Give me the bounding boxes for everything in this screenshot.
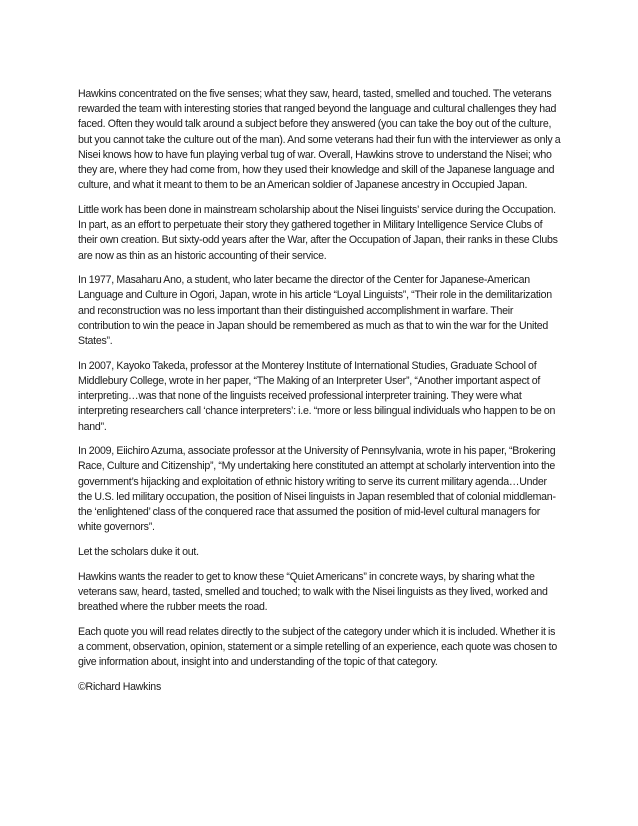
paragraph-mainstream-scholarship: Little work has been done in mainstream scholarship about the Nisei linguists’ service during the Occupation. In part, as an effort to perpetuate their story they gathered together in Military Intelligence Service Clubs of their own creation. But sixty-odd years after the War, after the Occupation of Japan, their ranks in these Clubs are now as thin as an historic accounting of their service.: [78, 203, 558, 262]
paragraph-azuma-2009: In 2009, Eiichiro Azuma, associate professor at the University of Pennsylvania, wrote in his paper, “Brokering Race, Culture and Citizenship”, “My undertaking here constituted an attempt at scholarly intervention into the government’s hijacking and exploitation of ethnic history writing to serve its current military agenda…Under the U.S. led military occupation, the position of Nisei linguists in Japan resembled that of colonial middleman- the ‘enlightened’ class of the conquered race that assumed the position of mid-level cultural managers for white governors”.: [78, 445, 556, 534]
paragraph-scholars-duke: Let the scholars duke it out.: [78, 545, 199, 558]
paragraph-each-quote: Each quote you will read relates directly to the subject of the category under which it is included. Whether it is a comment, observation, opinion, statement or a simple retelling of an experience, each quote was chosen to give information about, insight into and understanding of the topic of that category.: [78, 625, 558, 669]
document-body: [78, 87, 562, 705]
paragraph-quiet-americans: Hawkins wants the reader to get to know these “Quiet Americans” in concrete ways, by sharing what the veterans saw, heard, tasted, smelled and touched; to walk with the Nisei linguists as they lived, worked and breathed where the rubber meets the road.: [78, 570, 548, 614]
paragraph-takeda-2007: In 2007, Kayoko Takeda, professor at the Monterey Institute of International Studies, Graduate School of Middlebury College, wrote in her paper, “The Making of an Interpreter User”, “Another important aspect of interpreting…was that none of the linguists received professional interpreter training. They were what interpreting researchers call ‘chance interpreters’: i.e. “more or less bilingual individuals who happen to be on hand”.: [78, 359, 556, 433]
copyright-line: ©Richard Hawkins: [78, 680, 161, 693]
paragraph-ano-1977: In 1977, Masaharu Ano, a student, who later became the director of the Center for Japanese-American Language and Culture in Ogori, Japan, wrote in his article “Loyal Linguists”, “Their role in the demilitarization and reconstruction was no less important than their distinguished accomplishment in warfare. Their contribution to win the peace in Japan should be remembered as much as that to win the war for the United States”.: [78, 274, 552, 348]
paragraph-five-senses: Hawkins concentrated on the five senses; what they saw, heard, tasted, smelled and touched. The veterans rewarded the team with interesting stories that ranged beyond the language and cultural challenges they had faced. Often they would talk around a subject before they answered (you can take the boy out of the culture, but you cannot take the culture out of the man). And some veterans had their fun with the interviewer as only a Nisei knows how to have fun playing verbal tug of war. Overall, Hawkins strove to understand the Nisei; who they are, where they had come from, how they used their knowledge and skill of the Japanese language and culture, and what it meant to them to be an American soldier of Japanese ancestry in Occupied Japan.: [78, 88, 561, 192]
